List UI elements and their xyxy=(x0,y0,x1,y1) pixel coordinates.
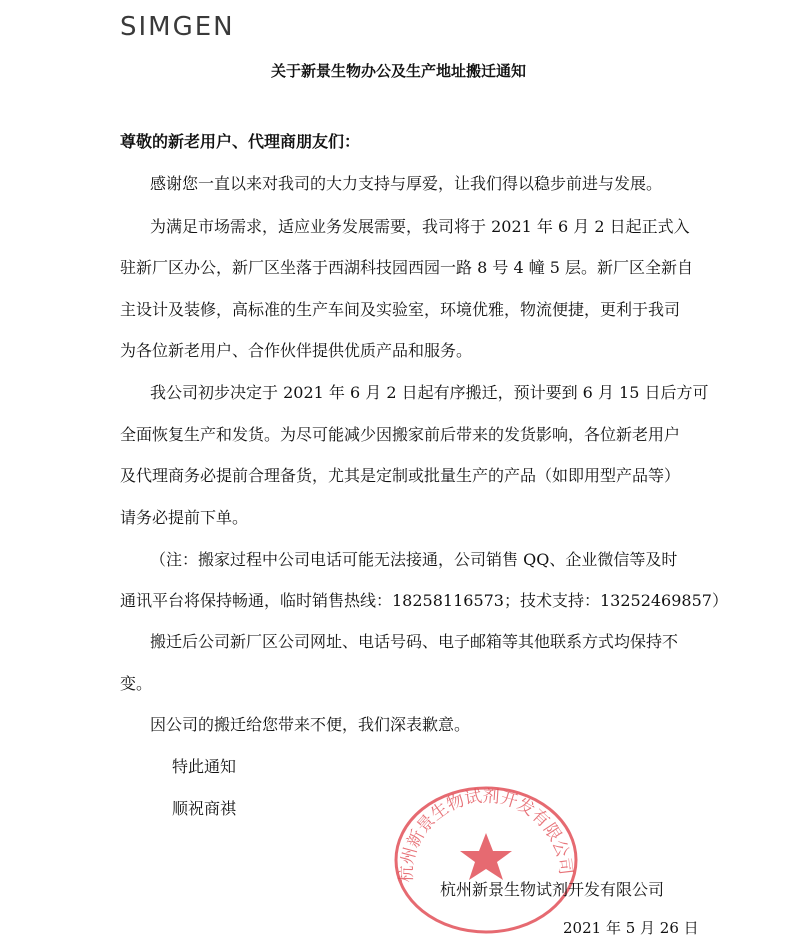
closing-line: 特此通知 xyxy=(172,757,237,776)
signing-date: 2021 年 5 月 26 日 xyxy=(563,919,699,937)
paragraph-line: 请务必提前下单。 xyxy=(120,508,249,527)
signing-company: 杭州新景生物试剂开发有限公司 xyxy=(440,880,665,899)
paragraph-line: 驻新厂区办公，新厂区坐落于西湖科技园西园一路 8 号 4 幢 5 层。新厂区全新自 xyxy=(120,258,694,277)
paragraph-line: 我公司初步决定于 2021 年 6 月 2 日起有序搬迁，预计要到 6 月 15 日后方可 xyxy=(150,383,709,402)
closing-line: 顺祝商祺 xyxy=(172,799,237,818)
paragraph-line: 变。 xyxy=(120,674,153,693)
paragraph-line: 感谢您一直以来对我司的大力支持与厚爱，让我们得以稳步前进与发展。 xyxy=(150,174,663,193)
paragraph-line: 及代理商务必提前合理备货，尤其是定制或批量生产的产品（如即用型产品等） xyxy=(120,466,681,485)
seal-star-icon xyxy=(460,833,512,880)
company-logo: SIMGEN xyxy=(120,12,235,42)
paragraph-line: 因公司的搬迁给您带来不便，我们深表歉意。 xyxy=(150,715,471,734)
paragraph-line: 通讯平台将保持畅通，临时销售热线：18258116573；技术支持：13252469857） xyxy=(120,591,728,610)
paragraph-line: 为各位新老用户、合作伙伴提供优质产品和服务。 xyxy=(120,341,473,360)
paragraph-line: 为满足市场需求，适应业务发展需要，我司将于 2021 年 6 月 2 日起正式入 xyxy=(150,217,690,236)
company-seal xyxy=(386,775,586,935)
paragraph-line: 搬迁后公司新厂区公司网址、电话号码、电子邮箱等其他联系方式均保持不 xyxy=(150,632,679,651)
notice-title: 关于新景生物办公及生产地址搬迁通知 xyxy=(270,62,526,80)
paragraph-line: 全面恢复生产和发货。为尽可能减少因搬家前后带来的发货影响，各位新老用户 xyxy=(120,425,681,444)
paragraph-line: （注：搬家过程中公司电话可能无法接通，公司销售 QQ、企业微信等及时 xyxy=(150,550,678,569)
salutation: 尊敬的新老用户、代理商朋友们： xyxy=(120,132,361,151)
seal-text: 杭州新景生物试剂开发有限公司 xyxy=(396,786,576,883)
paragraph-line: 主设计及装修，高标准的生产车间及实验室，环境优雅，物流便捷，更利于我司 xyxy=(120,300,681,319)
